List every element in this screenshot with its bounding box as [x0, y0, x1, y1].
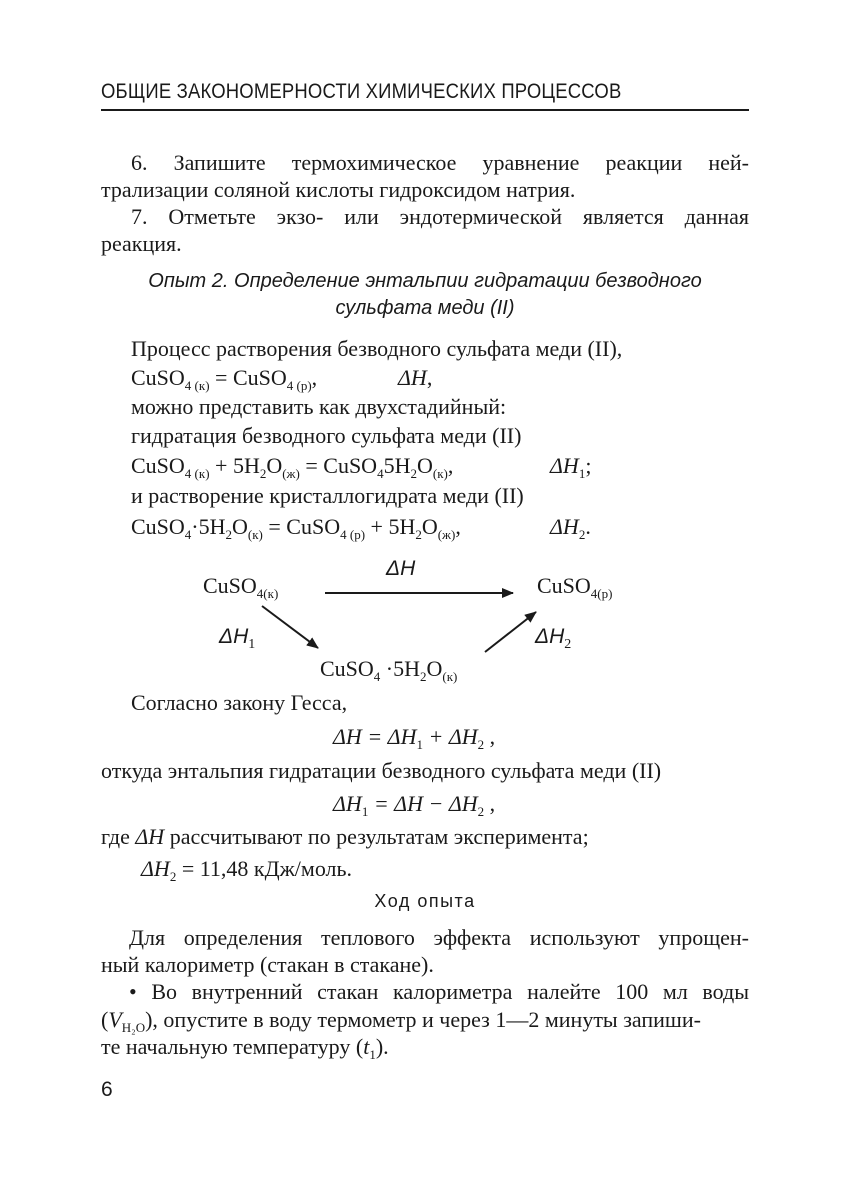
eq2-cuso4: CuSO [131, 453, 185, 478]
dh2-lhs: ΔH [141, 856, 170, 881]
hess-intro: Согласно закону Гесса, [131, 690, 348, 715]
diagram-node-cuso4-solution [537, 573, 612, 599]
eq3-dot-5h: ·5H [191, 514, 226, 539]
dh2-rhs: = 11,48 кДж/моль. [176, 856, 353, 881]
procedure-p2-line-2: $(V_{H_2O})$, опустите в воду термометр и через 1—2 минуты запиши- [101, 1007, 701, 1035]
diagram-bottom-sub3: (к) [442, 669, 458, 684]
dissolution-text: и растворение кристаллогидрата меди (II) [131, 483, 524, 508]
eq1-dh: ΔH [398, 365, 427, 390]
eq3-o2-sub: (ж) [437, 527, 456, 542]
eq3-product-sub: 4 (р) [340, 527, 366, 542]
eq2-dh-sub: 1 [578, 466, 586, 481]
item-7-line-2: реакция. [101, 231, 182, 256]
volume-symbol: V [108, 1007, 122, 1032]
hess-b-lhs: ΔH [333, 791, 362, 816]
diagram-dh2-sub: 2 [564, 637, 572, 652]
item-7-text: Отметьте экзо- или эндотермической является данная [168, 204, 750, 229]
eq2-h-sub: 2 [259, 466, 267, 481]
diagram-label-dh2 [535, 625, 571, 658]
hess-b-sub1: 1 [361, 804, 369, 819]
process-intro: Процесс растворения безводного сульфата меди (II), [131, 336, 623, 361]
eq1-equals-product: = CuSO [209, 365, 287, 390]
page-number: 6 [101, 1078, 113, 1101]
eq2-dh: ΔH [550, 453, 579, 478]
eq2-equals-product: = CuSO [299, 453, 378, 478]
hess-b-eq: = ΔH [368, 791, 423, 816]
eq3-cuso4: CuSO [131, 514, 185, 539]
hess-equation-b [333, 791, 495, 817]
procedure-p2-line-3 [101, 1034, 389, 1060]
hess-a-lhs: ΔH [333, 724, 362, 749]
diagram-bottom-o: O [426, 656, 443, 681]
eq1-product-sub: 4 (р) [286, 378, 312, 393]
hess-a-eq: = ΔH [361, 724, 417, 749]
diagram-left-sub: 4(к) [256, 586, 279, 601]
experiment-title-line-1: Опыт 2. Определение энтальпии гидратации безводного [148, 270, 702, 292]
hess-b-minus: − ΔH [422, 791, 478, 816]
item-6-text: Запишите термохимическое уравнение реакции ней- [173, 150, 750, 175]
hess-equation-a [333, 724, 495, 750]
eq3-o: O [232, 514, 248, 539]
procedure-title: Ход опыта [374, 891, 476, 911]
procedure-p2-line3-text: те начальную температуру ( [101, 1034, 364, 1059]
diagram-left-formula: CuSO [203, 573, 257, 598]
eq2-plus-water: + 5H [209, 453, 260, 478]
dh2-value [141, 856, 352, 882]
experiment-title-line-2: сульфата меди (II) [335, 297, 515, 319]
diagram-node-cuso4-solid [203, 573, 278, 599]
dh2-sub: 2 [169, 869, 177, 884]
eq2-product-sub: 4 [377, 466, 384, 481]
hess-b-comma: , [484, 791, 496, 816]
eq3-h2-sub: 2 [415, 527, 422, 542]
eq1-reactant: CuSO [131, 365, 185, 390]
diagram-bottom-mid: ·5H [380, 656, 421, 681]
eq1-reactant-sub: 4 (к) [184, 378, 210, 393]
eq3-comma: , [455, 514, 461, 539]
eq3-h-sub: 2 [225, 527, 233, 542]
eq2-o-sub: (ж) [282, 466, 300, 481]
diagram-node-crystalhydrate [320, 656, 457, 682]
hess-a-sub1: 1 [416, 737, 423, 752]
eq3-dh-period: . [585, 514, 591, 539]
hess-a-sub2: 2 [477, 737, 485, 752]
eq3-o2: O [421, 514, 438, 539]
eq2-h2-sub: 2 [410, 466, 417, 481]
procedure-p2-text: Во внутренний стакан калориметра налейте 100 мл воды [151, 979, 750, 1004]
diagram-label-dh1 [219, 625, 255, 658]
eq2-dh-semicolon: ; [585, 453, 592, 478]
eq2-comma: , [447, 453, 454, 478]
diagram-dh2-text: ΔH [535, 625, 565, 648]
eq3-equals-cuso4: = CuSO [262, 514, 341, 539]
eq3-dh-sub: 2 [578, 527, 586, 542]
procedure-p1-line-1 [101, 925, 749, 951]
diagram-right-formula: CuSO [537, 573, 591, 598]
hess-where-dh: ΔH [135, 824, 165, 849]
temperature-sub: 1 [369, 1047, 376, 1062]
procedure-p2-line-1 [101, 979, 749, 1005]
running-header: ОБЩИЕ ЗАКОНОМЕРНОСТИ ХИМИЧЕСКИХ ПРОЦЕССОВ [101, 80, 622, 103]
eq1-dh-comma: , [426, 365, 433, 390]
diagram-dh1-sub: 1 [248, 637, 256, 652]
eq2-five-h: 5H [383, 453, 411, 478]
eq1-comma: , [311, 365, 318, 390]
hess-where-rest: рассчитывают по результатам эксперимента; [169, 824, 589, 849]
item-6-number: 6. [131, 150, 148, 175]
two-stage-text: можно представить как двухстадийный: [131, 394, 507, 419]
eq2-o2-sub: (к) [432, 466, 448, 481]
hydration-text: гидратация безводного сульфата меди (II) [131, 423, 522, 448]
eq2-cuso4-sub: 4 (к) [184, 466, 210, 481]
hess-where-prefix: где [101, 824, 130, 849]
eq3-plus-water: + 5H [365, 514, 416, 539]
procedure-p2-end: ). [375, 1034, 389, 1059]
hess-a-plus: + ΔH [422, 724, 478, 749]
bullet-icon: • [129, 979, 137, 1004]
eq3-cuso4-sub: 4 [184, 527, 192, 542]
diagram-bottom-formula: CuSO [320, 656, 374, 681]
hess-whence: откуда энтальпия гидратации безводного сульфата меди (II) [101, 758, 662, 783]
temperature-symbol: t [363, 1034, 370, 1059]
eq2-o2: O [416, 453, 433, 478]
volume-sub: H₂O [121, 1020, 146, 1035]
diagram-dh1-text: ΔH [219, 625, 249, 648]
hess-a-comma: , [484, 724, 496, 749]
diagram-bottom-sub1: 4 [373, 669, 381, 684]
procedure-p1-line-2: ный калориметр (стакан в стакане). [101, 952, 434, 977]
item-6-line-2: трализации соляной кислоты гидроксидом натрия. [101, 177, 576, 202]
procedure-p1-text: Для определения теплового эффекта используют упрощен- [129, 925, 749, 950]
procedure-p2-rest: ), опустите в воду термометр и через 1—2 минуты запиши- [145, 1007, 701, 1032]
dissolution-arrow [485, 612, 536, 652]
diagram-label-dh: ΔH [386, 557, 416, 580]
item-7-number: 7. [131, 204, 148, 229]
diagram-right-sub: 4(р) [590, 586, 613, 601]
eq3-dh: ΔH [550, 514, 579, 539]
hess-where [101, 824, 589, 850]
hydration-arrow [262, 606, 318, 648]
eq3-o-sub: (к) [247, 527, 263, 542]
eq2-o: O [266, 453, 283, 478]
hess-b-sub2: 2 [477, 804, 485, 819]
diagram-bottom-sub2: 2 [420, 669, 427, 684]
